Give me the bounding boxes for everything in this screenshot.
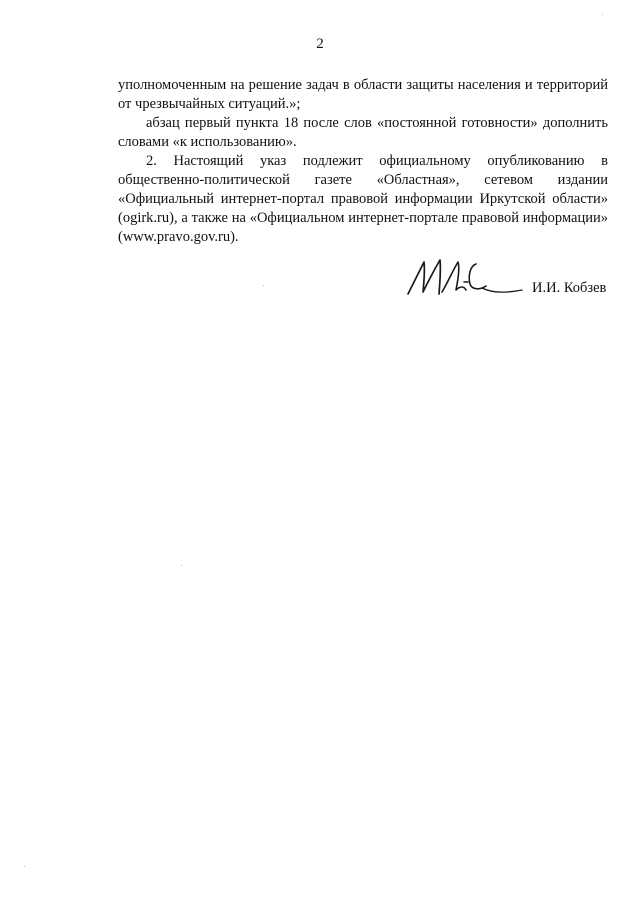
scan-artifact bbox=[602, 14, 603, 15]
signer-name: И.И. Кобзев bbox=[532, 280, 607, 296]
scan-artifact bbox=[263, 285, 264, 286]
handwritten-signature bbox=[398, 252, 526, 300]
scan-artifact bbox=[181, 565, 182, 566]
paragraph-continuation: уполномоченным на решение задач в области защиты населения и территорий от чрезвычайных ситуаций.»; bbox=[118, 77, 608, 112]
paragraph-amendment: абзац первый пункта 18 после слов «постоянной готовности» дополнить словами «к использованию». bbox=[118, 115, 608, 150]
paragraph-publication: 2. Настоящий указ подлежит официальному опубликованию в общественно-политической газете «Областная», сетевом издании «Официальный интернет-портал правовой информации Иркутской области» (ogirk.ru), а также на «Официальном интернет-портале правовой информации» (www.pravo.gov.ru). bbox=[118, 153, 608, 245]
page-number: 2 bbox=[316, 36, 324, 52]
signature-block bbox=[398, 252, 618, 302]
scan-artifact bbox=[24, 866, 25, 867]
document-body bbox=[118, 76, 608, 247]
